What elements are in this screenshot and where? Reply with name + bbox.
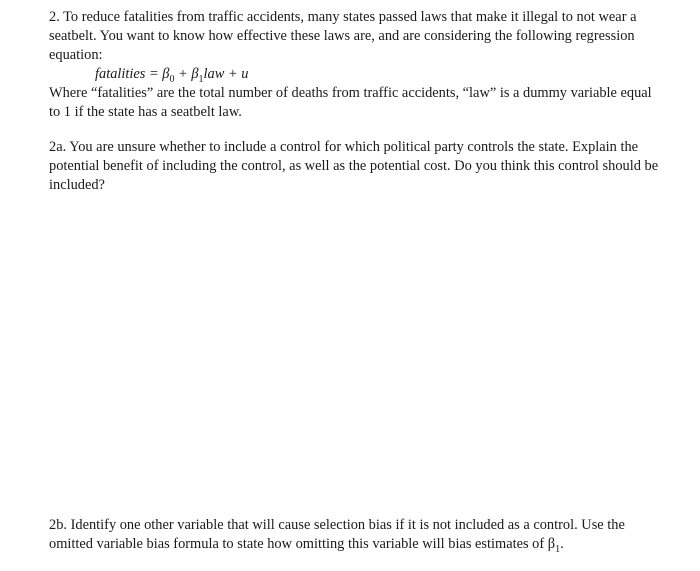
equation-plus-2: +	[224, 66, 242, 82]
equation-sub-1: 1	[198, 73, 204, 85]
question-2a	[49, 138, 674, 195]
question-2b-beta-sub: 1	[555, 543, 561, 555]
question-2a-line-1: 2a. You are unsure whether to include a control for which political party controls the state. Explain the	[49, 139, 639, 155]
question-2-after-line-2: to 1 if the state has a seatbelt law.	[49, 104, 242, 120]
question-2a-line-3: included?	[49, 177, 105, 193]
question-2-line-2: seatbelt. You want to know how effective these laws are, and are considering the following regression	[49, 28, 635, 44]
question-2b	[49, 516, 674, 554]
question-2-after-line-1: Where “fatalities” are the total number of deaths from traffic accidents, “law” is a dummy variable equal	[49, 85, 652, 101]
question-2b-period: .	[560, 536, 564, 552]
question-2b-line-2-text: omitted variable bias formula to state how omitting this variable will bias estimates of β	[49, 536, 556, 552]
equation-plus-1: +	[174, 66, 192, 82]
question-2-line-1: 2. To reduce fatalities from traffic accidents, many states passed laws that make it illegal to not wear a	[49, 9, 637, 25]
equation-law: law	[203, 66, 225, 82]
question-2	[49, 8, 674, 122]
equation-beta-1: β	[191, 66, 199, 82]
regression-equation	[95, 65, 674, 84]
question-2a-line-2: potential benefit of including the control, as well as the potential cost. Do you think this control should be	[49, 158, 659, 174]
question-2-line-3: equation:	[49, 47, 103, 63]
equation-lhs: fatalities	[95, 66, 146, 82]
question-2b-line-2	[49, 535, 674, 554]
equation-equals: =	[145, 66, 163, 82]
equation-beta-0: β	[162, 66, 170, 82]
question-2b-line-1: 2b. Identify one other variable that will cause selection bias if it is not included as a control. Use the	[49, 517, 625, 533]
equation-error: u	[241, 66, 249, 82]
equation-sub-0: 0	[169, 73, 175, 85]
